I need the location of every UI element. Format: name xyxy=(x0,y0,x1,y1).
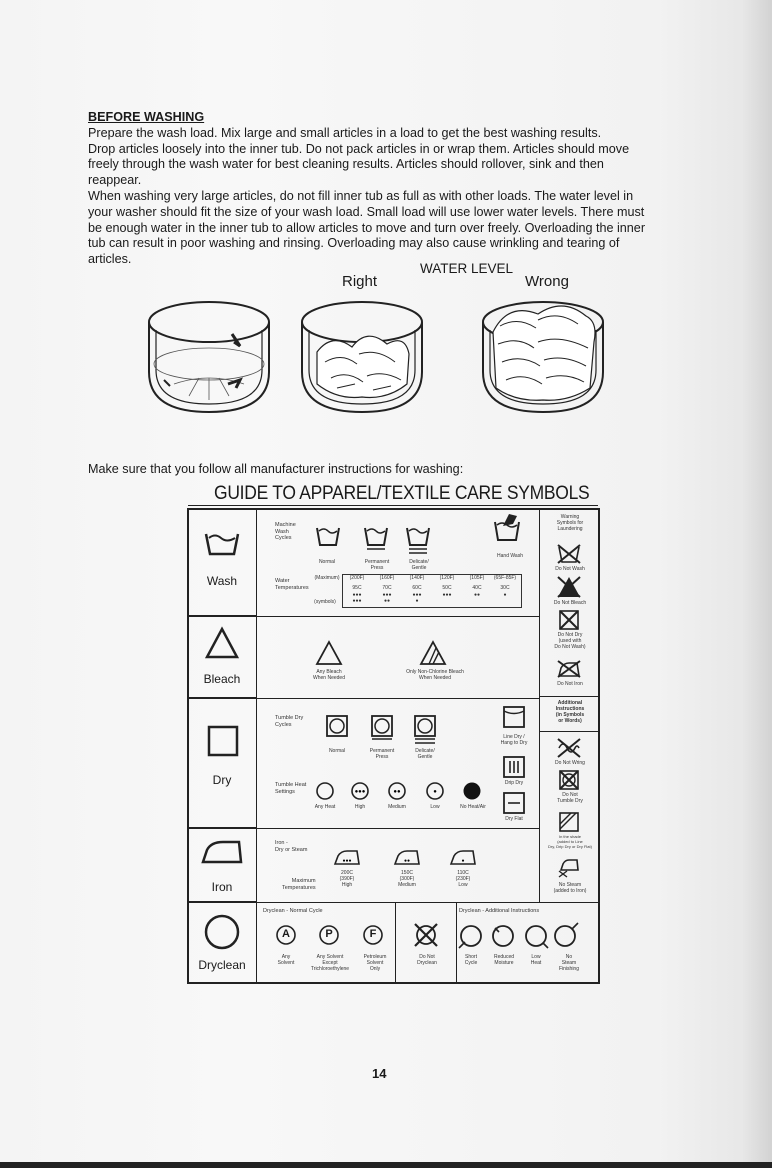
text-line: your washer should fit the size of your wash load. Small load will use lower water levels. There must xyxy=(88,204,645,219)
water-level-label: WATER LEVEL xyxy=(420,261,514,276)
dry-flat-icon xyxy=(503,792,525,814)
in-the-shade-label: In the shade (added to Line Dry, Drip Dry or Dry Flat) xyxy=(548,834,592,849)
do-not-wring-label: Do Not Wring xyxy=(555,760,585,766)
paragraph-2 xyxy=(88,189,688,268)
do-not-iron-icon xyxy=(557,660,581,678)
non-chlorine-bleach-icon xyxy=(419,640,447,666)
bleach-label: Bleach xyxy=(203,672,241,686)
do-not-dryclean-icon xyxy=(413,922,439,948)
dryclean-normal-label: Dryclean - Normal Cycle xyxy=(263,908,323,914)
iron-label: Iron xyxy=(211,880,233,894)
section-heading: BEFORE WASHING xyxy=(88,110,205,124)
dryclean-low-heat: Low Heat xyxy=(530,954,542,966)
iron-low-icon xyxy=(449,848,477,866)
text-line: tub can result in poor washing and rinsing. Overloading may also cause wrinkling and tearing of xyxy=(88,236,620,251)
warning-symbols-title: Warning Symbols for Laundering xyxy=(556,514,584,532)
drip-dry-label: Drip Dry xyxy=(504,780,524,786)
dryclean-letter-a: A xyxy=(282,928,290,940)
temp-f-5: (105F) xyxy=(469,575,485,581)
water-temperatures-label: Water Temperatures xyxy=(275,578,309,591)
svg-text:●●: ●● xyxy=(393,789,401,795)
any-bleach-icon xyxy=(315,640,343,666)
iron-high-icon xyxy=(333,848,361,866)
tumble-delicate-icon xyxy=(414,715,436,745)
any-bleach-label: Any Bleach When Needed xyxy=(313,669,345,681)
temp-dots-2: ●●● ●● xyxy=(382,592,392,604)
symbols-label: (symbols) xyxy=(314,599,336,605)
text-line: Drop articles loosely into the inner tub. Do not pack articles in or wrap them. Articles should move xyxy=(88,141,630,156)
non-chlorine-label: Only Non-Chlorine Bleach When Needed xyxy=(406,669,464,681)
iron-icon xyxy=(201,838,245,864)
dryclean-additional-label: Dryclean - Additional Instructions xyxy=(459,908,540,914)
title-underline xyxy=(188,505,598,506)
tub-illustration-wrong xyxy=(478,292,608,417)
dryclean-except-trichloroethylene: Any Solvent Except Trichloroethylene xyxy=(310,954,350,972)
do-not-wash-icon xyxy=(557,544,581,564)
temp-f-1: (200F) xyxy=(349,575,365,581)
maximum-label: (Maximum) xyxy=(314,575,340,581)
temp-dots-5: ●● xyxy=(473,592,481,598)
dry-header xyxy=(187,698,257,828)
bleach-triangle-icon xyxy=(205,626,239,660)
text-line: be enough water in the inner tub to allow articles to move and turn over freely. Overloading the inner xyxy=(88,220,646,235)
text-line: reappear. xyxy=(88,173,142,188)
do-not-dry-icon xyxy=(559,610,579,630)
iron-medium-temp: 150C (300F) Medium xyxy=(398,870,416,888)
hand-wash-label: Hand Wash xyxy=(497,553,523,559)
temp-c-4: 50C xyxy=(442,585,452,591)
iron-low-temp: 110C (230F) Low xyxy=(455,870,471,888)
dryclean-letter-f: F xyxy=(369,928,377,940)
temp-dots-3: ●●● ● xyxy=(412,592,422,604)
heat-none: No Heat/Air xyxy=(460,804,486,810)
temp-f-6: (65F-85F) xyxy=(493,575,517,581)
in-the-shade-icon xyxy=(559,812,579,832)
svg-text:●: ● xyxy=(461,858,465,864)
do-not-dryclean-label: Do Not Dryclean xyxy=(417,954,437,966)
line-dry-label: Line Dry / Hang to Dry xyxy=(500,734,528,746)
dryclean-label: Dryclean xyxy=(198,958,246,972)
tub-illustration-right xyxy=(297,292,427,417)
dry-flat-label: Dry Flat xyxy=(505,816,523,822)
temp-c-1: 95C xyxy=(352,585,362,591)
text-line: When washing very large articles, do not fill inner tub as full as with other loads. The water level in xyxy=(88,188,634,203)
dryclean-short-cycle: Short Cycle xyxy=(464,954,478,966)
wash-label: Wash xyxy=(206,574,238,588)
temp-c-6: 30C xyxy=(500,585,510,591)
temp-f-4: (120F) xyxy=(439,575,455,581)
drip-dry-icon xyxy=(503,756,525,778)
before-washing-section xyxy=(88,110,688,268)
text-line: Prepare the wash load. Mix large and small articles in a load to get the best washing results. xyxy=(88,125,602,140)
tumble-cycle-normal: Normal xyxy=(328,748,346,754)
heat-medium: Medium xyxy=(388,804,406,810)
dryclean-letter-p: P xyxy=(325,928,333,940)
wash-permanent-press-icon xyxy=(363,525,389,551)
svg-text:●●●: ●●● xyxy=(342,858,352,864)
temp-f-2: (160F) xyxy=(379,575,395,581)
tumble-dry-cycles-label: Tumble Dry Cycles xyxy=(275,715,304,728)
do-not-wash-label: Do Not Wash xyxy=(555,566,585,572)
heat-any: Any Heat xyxy=(314,804,336,810)
heat-high: High xyxy=(354,804,366,810)
do-not-tumble-dry-icon xyxy=(559,770,579,790)
svg-text:●●●: ●●● xyxy=(354,789,366,795)
iron-high-temp: 200C (390F) High xyxy=(339,870,355,888)
do-not-tumble-dry-label: Do Not Tumble Dry xyxy=(557,792,583,804)
wash-normal-icon xyxy=(315,525,341,547)
bottom-edge xyxy=(0,1162,772,1168)
text-line: articles. xyxy=(88,252,132,267)
hand-wash-icon xyxy=(493,512,523,544)
do-not-bleach-icon xyxy=(557,576,581,598)
dry-label: Dry xyxy=(212,773,232,787)
tumble-cycle-delicate: Delicate/ Gentle xyxy=(415,748,435,760)
text-line: freely through the wash water for best cleaning results. Articles should rollover, sink and then xyxy=(88,157,604,172)
guide-title: GUIDE TO APPAREL/TEXTILE CARE SYMBOLS xyxy=(214,483,590,504)
wash-cycle-delicate: Delicate/ Gentle xyxy=(409,559,429,571)
do-not-bleach-label: Do Not Bleach xyxy=(553,600,587,606)
iron-dry-steam-label: Iron - Dry or Steam xyxy=(275,840,308,853)
wash-delicate-icon xyxy=(405,525,431,555)
dry-square-icon xyxy=(207,725,239,757)
wash-header xyxy=(187,508,257,616)
do-not-iron-label: Do Not Iron xyxy=(557,681,583,687)
instruction-text: Make sure that you follow all manufacturer instructions for washing: xyxy=(88,462,464,476)
machine-wash-cycles-label: Machine Wash Cycles xyxy=(275,522,296,541)
temp-dots-6: ● xyxy=(503,592,507,598)
dryclean-no-steam: No Steam Finishing xyxy=(558,954,579,972)
page-edge-shadow xyxy=(742,0,772,1168)
dryclean-any-solvent: Any Solvent xyxy=(277,954,295,966)
dryclean-additional-icons xyxy=(457,922,581,950)
iron-medium-icon xyxy=(393,848,421,866)
do-not-wring-icon xyxy=(557,738,581,758)
temp-f-3: (140F) xyxy=(409,575,425,581)
svg-text:●●: ●● xyxy=(403,858,411,864)
temp-dots-1: ●●● ●●● xyxy=(352,592,362,604)
tumble-heat-label: Tumble Heat Settings xyxy=(275,782,307,795)
wrong-label: Wrong xyxy=(525,273,569,290)
tumble-permanent-icon xyxy=(371,715,393,741)
temp-dots-4: ●●● xyxy=(442,592,452,598)
temp-c-2: 70C xyxy=(382,585,392,591)
no-steam-label: No Steam (added to Iron) xyxy=(553,882,587,894)
additional-instructions-title: Additional Instructions (in Symbols or Words) xyxy=(555,700,585,724)
right-label: Right xyxy=(342,273,378,290)
tumble-heat-icons xyxy=(315,780,485,802)
wash-tub-icon xyxy=(204,530,240,556)
tub-illustration-empty xyxy=(144,292,274,417)
dryclean-reduced-moisture: Reduced Moisture xyxy=(493,954,514,966)
dryclean-petroleum: Petroleum Solvent Only xyxy=(363,954,387,972)
care-symbols-chart xyxy=(187,508,600,984)
page-number: 14 xyxy=(372,1066,387,1081)
svg-text:●: ● xyxy=(433,789,437,795)
heat-low: Low xyxy=(430,804,440,810)
do-not-dry-label: Do Not Dry (used with Do Not Wash) xyxy=(554,632,586,650)
tumble-cycle-permanent: Permanent Press xyxy=(369,748,395,760)
wash-cycle-normal: Normal xyxy=(318,559,336,565)
line-dry-icon xyxy=(503,706,525,728)
tumble-normal-icon xyxy=(326,715,348,737)
temp-c-3: 60C xyxy=(412,585,422,591)
paragraph-1 xyxy=(88,126,688,189)
dryclean-circle-icon xyxy=(203,913,241,951)
temp-c-5: 40C xyxy=(472,585,482,591)
no-steam-icon xyxy=(557,858,581,878)
wash-cycle-permanent: Permanent Press xyxy=(364,559,390,571)
iron-max-temp-label: Maximum Temperatures xyxy=(282,878,316,891)
